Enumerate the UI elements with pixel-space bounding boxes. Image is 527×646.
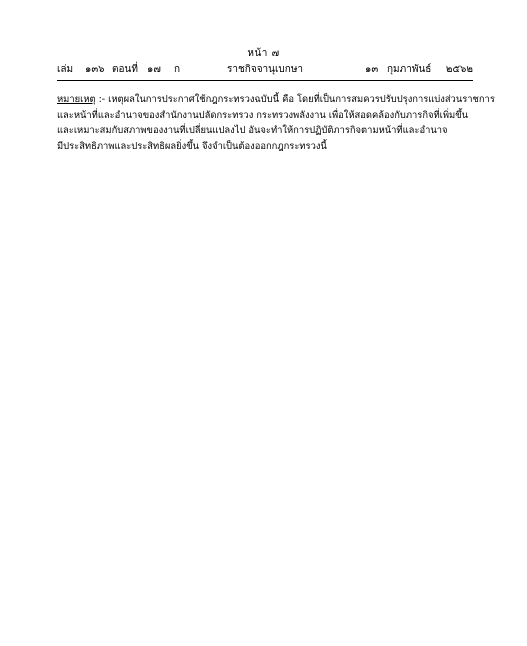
issue-label: ตอนที่ <box>112 64 138 75</box>
remark-text: เหตุผลในการประกาศใช้กฎกระทรวงฉบับนี้ คือ โดยที่เป็นการสมควรปรับปรุงการแบ่งส่วนราชการ <box>108 94 495 105</box>
remark-line: มีประสิทธิภาพและประสิทธิผลยิ่งขึ้น จึงจำเป็นต้องออกกฎกระทรวงนี้ <box>57 140 327 152</box>
issue-section: ก <box>174 64 181 75</box>
page-number: หน้า ๗ <box>247 48 280 59</box>
date-month: กุมภาพันธ์ <box>387 64 432 75</box>
remark-line: และเหมาะสมกับสภาพของงานที่เปลี่ยนแปลงไป อันจะทำให้การปฏิบัติภารกิจตามหน้าที่และอำนาจ <box>57 125 448 136</box>
remark-line: และหน้าที่และอำนาจของสำนักงานปลัดกระทรวง กระทรวงพลังงาน เพื่อให้สอดคล้องกับภารกิจที่เพิ่มขึ้น <box>57 109 469 121</box>
remark-label: หมายเหตุ <box>57 94 96 105</box>
header-divider <box>57 80 473 81</box>
remark-line <box>57 92 495 108</box>
gazette-title: ราชกิจจานุเบกษา <box>227 64 304 75</box>
volume-label: เล่ม <box>57 64 74 75</box>
date-day: ๑๓ <box>365 64 379 75</box>
gazette-header <box>57 62 473 78</box>
date-year: ๒๕๖๒ <box>445 64 473 75</box>
remark-separator: :- <box>95 94 109 105</box>
volume-number: ๑๓๖ <box>85 64 105 75</box>
issue-number: ๑๗ <box>147 64 161 75</box>
remark-section <box>57 92 495 154</box>
